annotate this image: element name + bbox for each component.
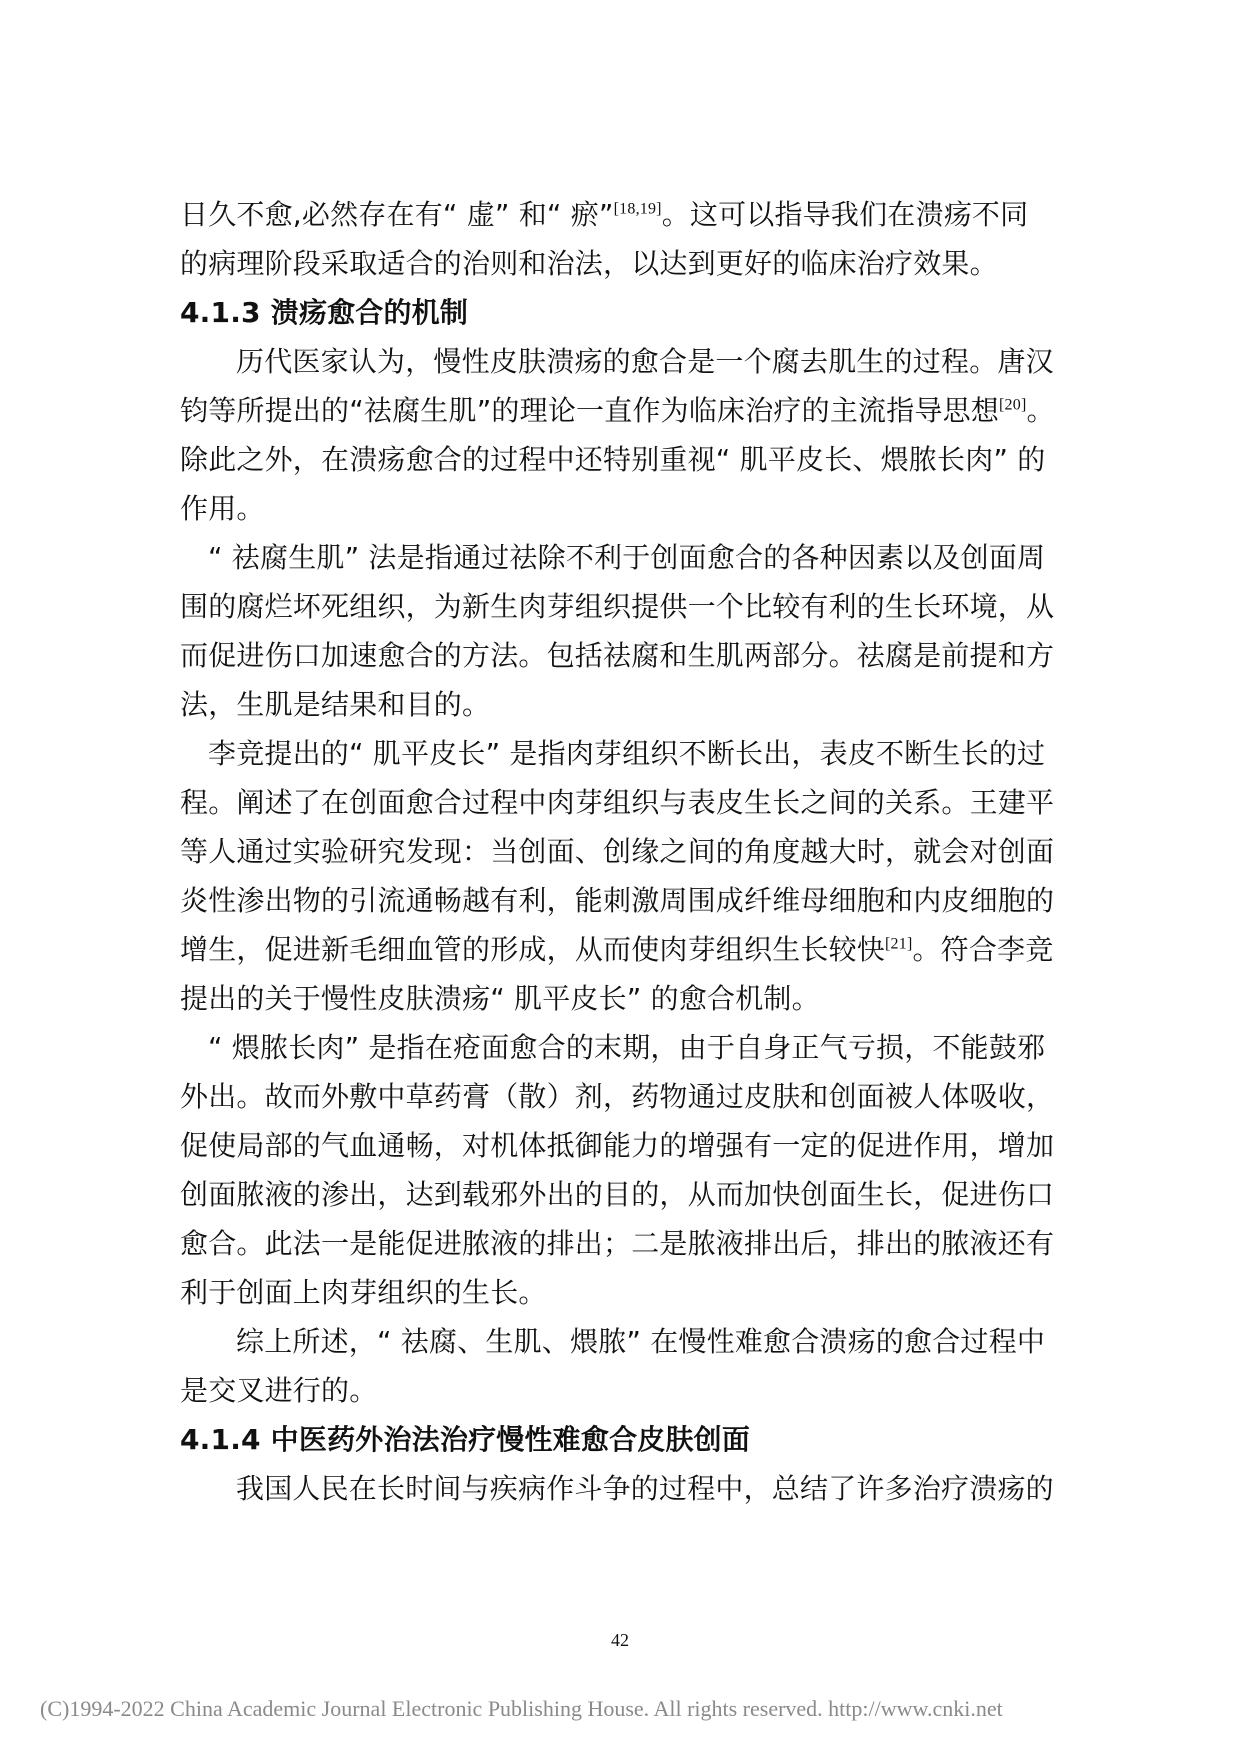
text-line: 外出。故而外敷中草药膏（散）剂，药物通过皮肤和创面被人体吸收，: [180, 1080, 1055, 1113]
citation: [20]: [999, 396, 1027, 414]
text-line: 创面脓液的渗出，达到载邪外出的目的，从而加快创面生长，促进伤口: [180, 1178, 1055, 1211]
citation: [18,19]: [613, 200, 662, 218]
text-line: 法，生肌是结果和目的。: [180, 688, 491, 721]
paragraph-start: “ 祛腐生肌” 法是指通过祛除不利于创面愈合的各种因素以及创面周: [208, 541, 1046, 574]
section-heading: 4.1.3 溃疡愈合的机制: [180, 296, 469, 329]
text-line: 等人通过实验研究发现：当创面、创缘之间的角度越大时，就会对创面: [180, 835, 1055, 868]
text-line: 愈合。此法一是能促进脓液的排出；二是脓液排出后，排出的脓液还有: [180, 1227, 1055, 1260]
text-line: 围的腐烂坏死组织，为新生肉芽组织提供一个比较有利的生长环境，从: [180, 590, 1055, 623]
paragraph-start: 我国人民在长时间与疾病作斗争的过程中，总结了许多治疗溃疡的: [236, 1472, 1054, 1505]
copyright-footer: (C)1994-2022 China Academic Journal Electronic Publishing House. All rights reserved. http://www.cnki.net: [40, 1696, 1003, 1721]
text-line: 日久不愈,必然存在有“ 虚” 和“ 瘀”[18,19]。这可以指导我们在溃疡不同: [180, 198, 1029, 231]
text-line: 程。阐述了在创面愈合过程中肉芽组织与表皮生长之间的关系。王建平: [180, 786, 1055, 819]
paragraph-start: 历代医家认为，慢性皮肤溃疡的愈合是一个腐去肌生的过程。唐汉: [236, 345, 1054, 378]
text-line: 的病理阶段采取适合的治则和治法，以达到更好的临床治疗效果。: [180, 247, 998, 280]
page-number: 42: [611, 1630, 629, 1650]
paragraph-start: “ 煨脓长肉” 是指在疮面愈合的末期，由于自身正气亏损，不能鼓邪: [208, 1031, 1046, 1064]
text-line: 而促进伤口加速愈合的方法。包括祛腐和生肌两部分。祛腐是前提和方: [180, 639, 1055, 672]
text-line: 钧等所提出的“祛腐生肌”的理论一直作为临床治疗的主流指导思想[20]。: [180, 394, 1055, 427]
text-line: 促使局部的气血通畅，对机体抵御能力的增强有一定的促进作用，增加: [180, 1129, 1055, 1162]
text-line: 炎性渗出物的引流通畅越有利，能刺激周围成纤维母细胞和内皮细胞的: [180, 884, 1055, 917]
text-line: 是交叉进行的。: [180, 1374, 378, 1407]
paragraph-start: 综上所述，“ 祛腐、生肌、煨脓” 在慢性难愈合溃疡的愈合过程中: [236, 1325, 1046, 1358]
document-body: [180, 190, 1100, 1513]
citation: [21]: [885, 935, 913, 953]
text-line: 作用。: [180, 492, 265, 525]
text-line: 利于创面上肉芽组织的生长。: [180, 1276, 547, 1309]
paragraph-start: 李竞提出的“ 肌平皮长” 是指肉芽组织不断长出，表皮不断生长的过: [208, 737, 1046, 770]
text-line: 提出的关于慢性皮肤溃疡“ 肌平皮长” 的愈合机制。: [180, 982, 820, 1015]
text-line: 增生，促进新毛细血管的形成，从而使肉芽组织生长较快[21]。符合李竞: [180, 933, 1054, 966]
text-line: 除此之外，在溃疡愈合的过程中还特别重视“ 肌平皮长、煨脓长肉” 的: [180, 443, 1046, 476]
section-heading: 4.1.4 中医药外治法治疗慢性难愈合皮肤创面: [180, 1423, 751, 1456]
